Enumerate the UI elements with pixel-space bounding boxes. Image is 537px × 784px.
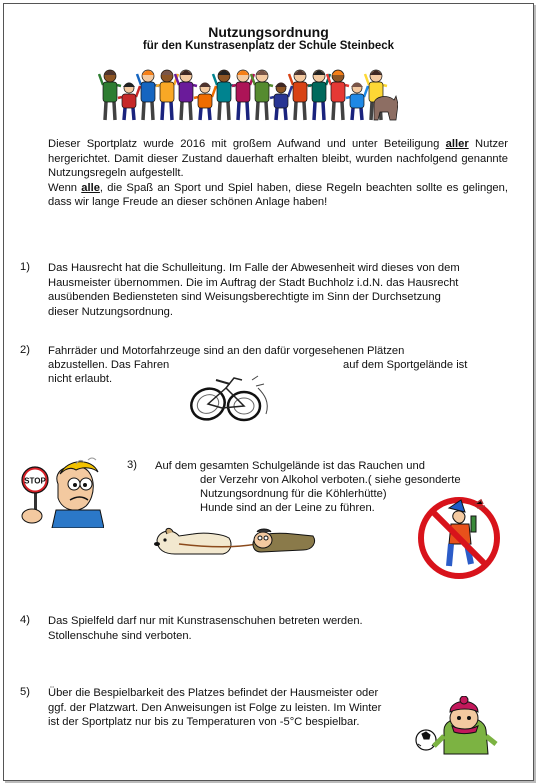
rule-5-text: Über die Bespielbarkeit des Platzes befindet der Hausmeister oder ggf. der Platzwart. Den Anweisungen ist Folge zu leisten. Im Winter ist der Sportplatz nur bis zu Temperaturen von -5°C bespielbar. [48,687,382,728]
rule-2-line-2b: auf dem Sportgelände ist [343,359,468,371]
person-figure [270,83,292,121]
rule-4-text: Das Spielfeld darf nur mit Kunstrasenschuhen betreten werden. Stollenschuhe sind verboten. [48,615,363,642]
no-smoking-no-alcohol-sign-icon [415,494,505,582]
person-figure [156,70,178,120]
person-figure [327,70,349,120]
intro-text [48,137,508,210]
rule-1-text: Das Hausrecht hat die Schulleitung. Im Falle der Abwesenheit wird dieses von dem Hausmeister übernommen. Die im Auftrag der Stadt Buchholz i.d.N. das Hausrecht ausübenden Bediensteten sind Weisungsberechtigte im Sinn der Durchsetzung dieser Nutzungsordnung. [48,262,460,318]
dog-on-leash-illustration [153,522,318,562]
stop-sign-man-illustration [14,452,104,528]
intro-paragraph-1: Dieser Sportplatz wurde 2016 mit großem Aufwand und unter Beteiligung aller Nutzer hergerichtet. Damit dieser Zustand dauerhaft erhalten bleibt, wurden nachfolgend genannte Nutzungsregeln aufgestellt. [48,138,508,179]
rule-3-number: 3) [127,459,137,471]
person-figure [118,83,140,121]
dog-figure [374,96,398,120]
person-figure [289,70,311,120]
rule-2-line-2a: abzustellen. Das Fahren [48,359,170,371]
person-figure [99,70,121,120]
person-figure [232,70,254,120]
people-group-illustration [98,60,398,122]
person-figure [308,70,330,120]
person-figure [137,70,159,120]
bicycle-illustration [186,366,278,426]
person-figure [194,83,216,121]
rule-3-line-2: der Verzehr von Alkohol verboten.( siehe gesonderte [200,474,461,486]
page-title: Nutzungsordnung [208,24,329,40]
person-figure [346,83,368,121]
person-figure [213,70,235,120]
rule-2-line-3: nicht erlaubt. [48,373,113,385]
intro-paragraph-2: Wenn alle, die Spaß an Sport und Spiel haben, diese Regeln beachten sollte es gelingen, dass wir lange Freude an dieser schönen Anlage haben! [48,181,508,208]
rule-5-number: 5) [20,686,30,698]
rule-3-line-4: Hunde sind an der Leine zu führen. [200,502,375,514]
person-figure [251,70,273,120]
stop-sign-label: STOP [24,476,46,486]
rule-3-line-3: Nutzungsordnung für die Köhlerhütte) [200,488,387,500]
rule-2-number: 2) [20,344,30,356]
rule-4-number: 4) [20,614,30,626]
page-subtitle: für den Kunstrasenplatz der Schule Steinbeck [142,40,395,52]
winter-player-with-ball-illustration [414,696,500,758]
person-figure [175,70,197,120]
rule-3-line-1: Auf dem gesamten Schulgelände ist das Rauchen und [155,460,425,472]
rule-2-line-1: Fahrräder und Motorfahrzeuge sind an den dafür vorgesehenen Plätzen [48,345,405,357]
rule-1-number: 1) [20,261,30,273]
